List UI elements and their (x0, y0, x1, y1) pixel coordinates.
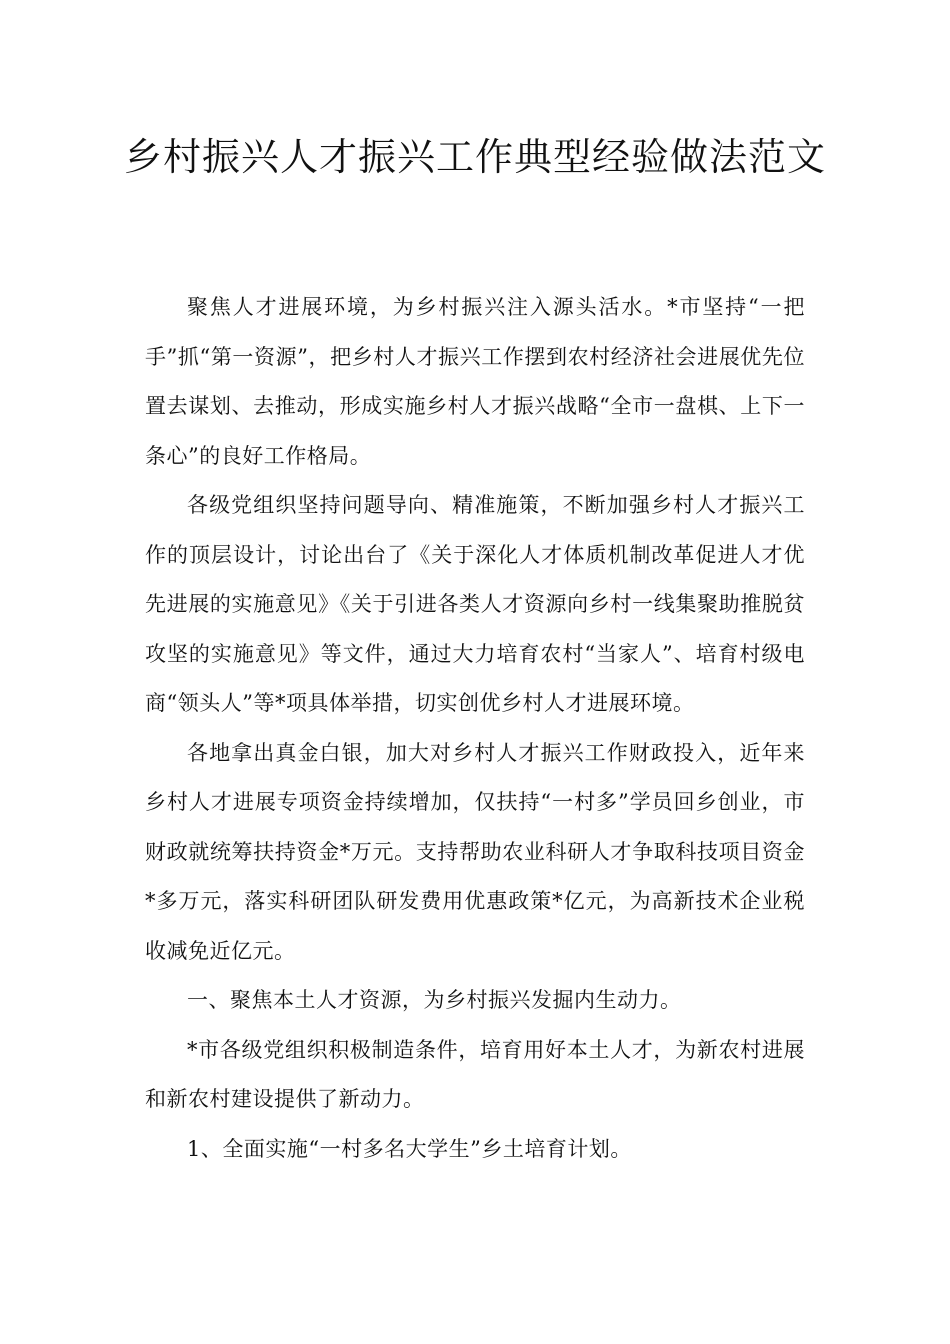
paragraph-2: 各级党组织坚持问题导向、精准施策，不断加强乡村人才振兴工作的顶层设计，讨论出台了《关于深化人才体质机制改革促进人才优先进展的实施意见》《关于引进各类人才资源向乡村一线集聚助推脱贫攻坚的实施意见》等文件，通过大力培育农村“当家人”、培育村级电商“领头人”等*项具体举措，切实创优乡村人才进展环境。 (145, 493, 805, 715)
document-title: 乡村振兴人才振兴工作典型经验做法范文 (123, 135, 826, 179)
document-body (145, 283, 805, 1174)
subsection-heading-1: 1、全面实施“一村多名大学生”乡土培育计划。 (187, 1136, 632, 1161)
paragraph-1: 聚焦人才进展环境，为乡村振兴注入源头活水。*市坚持“一把手”抓“第一资源”，把乡村人才振兴工作摆到农村经济社会进展优先位置去谋划、去推动，形成实施乡村人才振兴战略“全市一盘棋、上下一条心”的良好工作格局。 (145, 295, 805, 468)
paragraph-4: *市各级党组织积极制造条件，培育用好本土人才，为新农村进展和新农村建设提供了新动力。 (145, 1037, 805, 1111)
section-heading-1: 一、聚焦本土人才资源，为乡村振兴发掘内生动力。 (187, 988, 682, 1012)
paragraph-3: 各地拿出真金白银，加大对乡村人才振兴工作财政投入，近年来乡村人才进展专项资金持续增加，仅扶持“一村多”学员回乡创业，市财政就统筹扶持资金*万元。支持帮助农业科研人才争取科技项目资金*多万元，落实科研团队研发费用优惠政策*亿元，为高新技术企业税收减免近亿元。 (145, 740, 805, 963)
